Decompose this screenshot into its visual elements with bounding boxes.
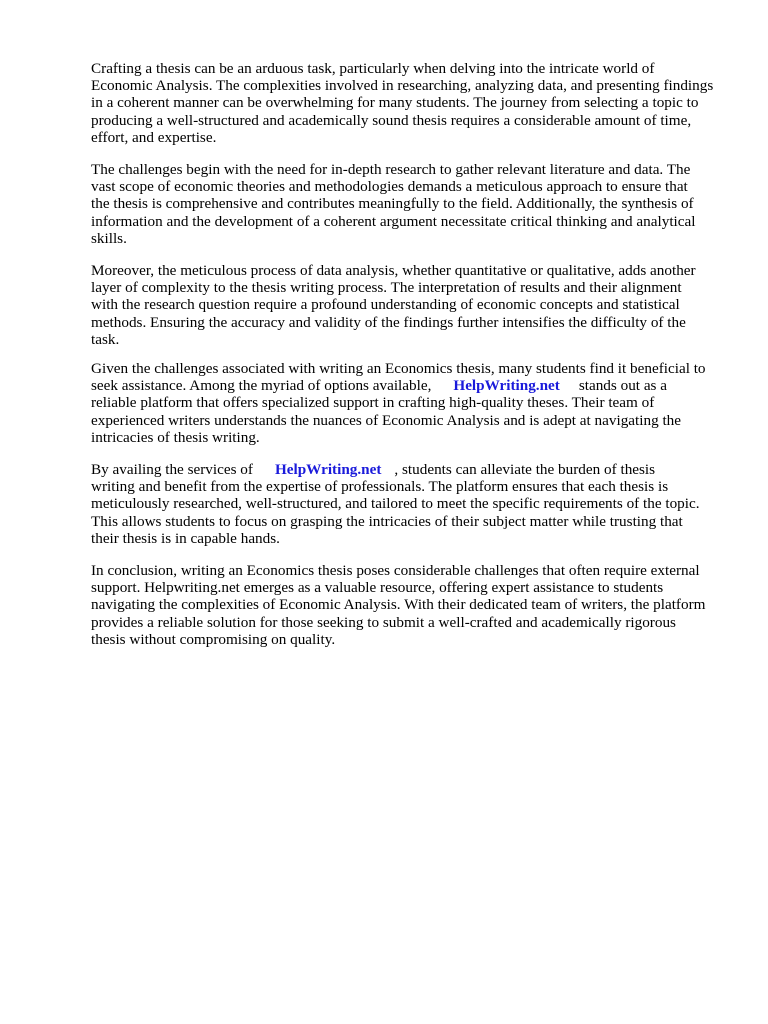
paragraph-data-analysis: Moreover, the meticulous process of data analysis, whether quantitative or qualitative, adds another layer of complexity to the thesis writing process. The interpretation of results and their alignment with the research question require a profound understanding of economic concepts and statistical methods. Ensuring the accuracy and validity of the findings further intensifies the difficulty of the task.	[91, 262, 696, 348]
paragraph-assistance	[91, 360, 731, 446]
document-page	[91, 60, 731, 648]
paragraph-services-text-before: By availing the services of	[91, 461, 253, 479]
paragraph-intro: Crafting a thesis can be an arduous task, particularly when delving into the intricate world of Economic Analysis. The complexities involved in researching, analyzing data, and presenting findings in a coherent manner can be overwhelming for many students. The journey from selecting a topic to producing a well-structured and academically sound thesis requires a considerable amount of time, effort, and expertise.	[91, 60, 714, 146]
helpwriting-link[interactable]: HelpWriting.net	[453, 377, 560, 395]
paragraph-conclusion: In conclusion, writing an Economics thesis poses considerable challenges that often require external support. Helpwriting.net emerges as a valuable resource, offering expert assistance to students navigating the complexities of Economic Analysis. With their dedicated team of writers, the platform provides a reliable solution for those seeking to submit a well-crafted and academically rigorous thesis without compromising on quality.	[91, 562, 706, 648]
paragraph-assistance-text-after: stands out as a reliable platform that offers specialized support in crafting high-quality theses. Their team of experienced writers understands the nuances of Economic Analysis and is adept at navigating the intricacies of thesis writing.	[91, 377, 682, 446]
paragraph-services-text-after: , students can alleviate the burden of thesis writing and benefit from the expertise of professionals. The platform ensures that each thesis is meticulously researched, well-structured, and tailored to meet the specific requirements of the topic. This allows students to focus on grasping the intricacies of their subject matter while trusting that their thesis is in capable hands.	[91, 461, 700, 547]
paragraph-services	[91, 461, 731, 547]
paragraph-challenges: The challenges begin with the need for in-depth research to gather relevant literature and data. The vast scope of economic theories and methodologies demands a meticulous approach to ensure that the thesis is comprehensive and contributes meaningfully to the field. Additionally, the synthesis of information and the development of a coherent argument necessitate critical thinking and analytical skills.	[91, 161, 696, 247]
helpwriting-link-2[interactable]: HelpWriting.net	[274, 461, 382, 479]
paragraph-assistance-text-before: Given the challenges associated with writing an Economics thesis, many students find it beneficial to seek assistance. Among the myriad of options available,	[91, 360, 706, 395]
